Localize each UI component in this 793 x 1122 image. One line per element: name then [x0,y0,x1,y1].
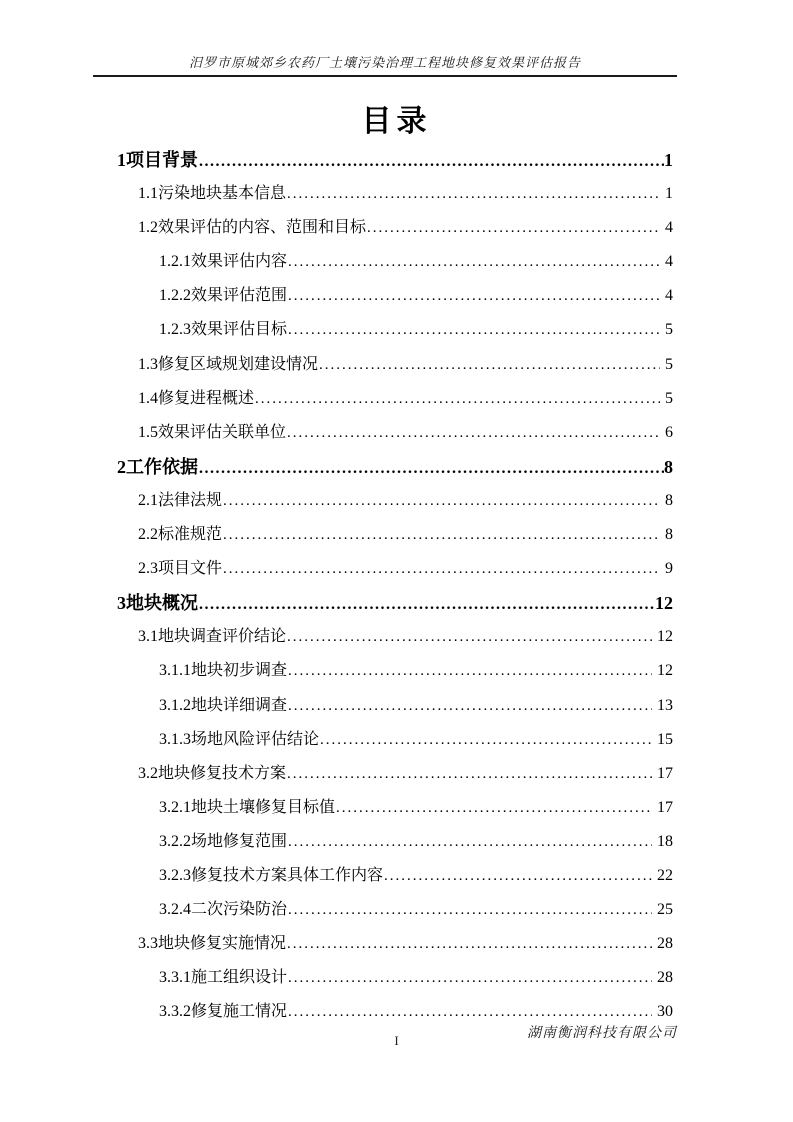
toc-leader-dots [286,416,660,450]
toc-entry-page: 8 [664,456,673,477]
toc-entry[interactable] [117,689,673,723]
toc-entry-page: 30 [657,1003,673,1021]
toc-entry[interactable] [117,791,673,825]
toc-entry-page: 12 [657,628,673,646]
toc-entry-label: 1.2.1效果评估内容 [159,253,288,271]
toc-entry-page: 17 [657,798,673,816]
toc-entry-page: 22 [657,866,673,884]
toc-entry[interactable] [117,723,673,757]
footer-page-number: I [394,1033,399,1048]
toc-leader-dots [319,723,652,757]
toc-entry-page: 4 [665,287,673,305]
toc-entry-page: 9 [665,560,673,578]
toc-leader-dots [287,689,652,723]
toc-entry-label: 1项目背景 [117,150,198,170]
toc-leader-dots [383,859,652,893]
toc-leader-dots [286,177,660,211]
toc-entry-page: 18 [657,832,673,850]
toc-entry[interactable] [117,620,673,654]
toc-entry[interactable] [117,348,673,382]
toc-entry-label: 3.2地块修复技术方案 [138,764,287,782]
toc-entry[interactable] [117,961,673,995]
toc-entry-label: 3.2.1地块土壤修复目标值 [159,798,336,816]
header-rule [93,75,677,77]
toc-entry-label: 1.5效果评估关联单位 [138,423,287,441]
toc-entry-page: 6 [665,423,673,441]
page-header [93,52,677,72]
toc-leader-dots [335,791,652,825]
toc-entry[interactable] [117,484,673,518]
toc-entry-label: 2.3项目文件 [138,560,223,578]
toc-entry[interactable] [117,416,673,450]
toc-leader-dots [287,893,652,927]
toc-entry-page: 12 [655,593,673,614]
toc-entry[interactable] [117,552,673,586]
toc-entry-label: 3.3地块修复实施情况 [138,935,287,953]
toc-entry[interactable] [117,450,673,484]
toc-leader-dots [318,348,660,382]
toc-entry[interactable] [117,382,673,416]
toc-entry-label: 3.3.2修复施工情况 [159,1003,288,1021]
toc-entry-page: 13 [657,696,673,714]
toc-leader-dots [222,484,660,518]
toc-entry[interactable] [117,518,673,552]
toc-entry-label: 2.1法律法规 [138,491,223,509]
toc-entry-page: 17 [657,764,673,782]
toc-leader-dots [366,211,660,245]
toc-entry-page: 28 [657,935,673,953]
toc-list [117,143,673,1029]
toc-leader-dots [287,654,652,688]
toc-entry[interactable] [117,825,673,859]
toc-leader-dots [198,588,655,622]
toc-entry-page: 4 [665,219,673,237]
toc-entry-label: 3.2.4二次污染防治 [159,901,288,919]
toc-leader-dots [286,620,652,654]
toc-entry-label: 3.1.2地块详细调查 [159,696,288,714]
toc-entry[interactable] [117,211,673,245]
toc-entry[interactable] [117,654,673,688]
toc-leader-dots [222,552,660,586]
toc-entry-label: 1.2.3效果评估目标 [159,321,288,339]
toc-entry[interactable] [117,586,673,620]
toc-entry-label: 3.1.3场地风险评估结论 [159,730,320,748]
toc-leader-dots [198,452,664,486]
toc-entry[interactable] [117,927,673,961]
toc-entry[interactable] [117,143,673,177]
toc-entry-label: 3地块概况 [117,593,198,614]
toc-leader-dots [287,245,660,279]
toc-entry-label: 3.3.1施工组织设计 [159,969,288,987]
toc-entry[interactable] [117,177,673,211]
toc-leader-dots [287,961,652,995]
toc-leader-dots [254,382,660,416]
toc-entry-label: 1.2.2效果评估范围 [159,287,288,305]
toc-entry-label: 1.1污染地块基本信息 [138,185,287,203]
toc-entry-page: 25 [657,901,673,919]
toc-entry-page: 8 [665,491,673,509]
toc-leader-dots [198,145,664,179]
toc-leader-dots [287,279,660,313]
toc-leader-dots [286,757,652,791]
toc-entry-label: 3.1.1地块初步调查 [159,662,288,680]
toc-entry-page: 4 [665,253,673,271]
toc-entry-label: 3.2.3修复技术方案具体工作内容 [159,866,384,884]
toc-entry[interactable] [117,313,673,347]
toc-entry[interactable] [117,245,673,279]
toc-entry-page: 1 [664,150,673,170]
toc-entry[interactable] [117,279,673,313]
toc-entry-label: 2.2标准规范 [138,526,223,544]
toc-entry-label: 1.4修复进程概述 [138,389,255,407]
toc-entry-page: 5 [665,321,673,339]
toc-entry-page: 1 [665,185,673,203]
toc-entry[interactable] [117,757,673,791]
toc-entry-page: 12 [657,662,673,680]
toc-entry-page: 15 [657,730,673,748]
toc-entry[interactable] [117,893,673,927]
toc-entry-page: 8 [665,526,673,544]
toc-entry-page: 5 [665,355,673,373]
toc-entry-label: 3.1地块调查评价结论 [138,628,287,646]
toc-entry-page: 28 [657,969,673,987]
toc-title: 目录 [361,105,432,138]
toc-entry-label: 1.3修复区域规划建设情况 [138,355,319,373]
footer-company: 湖南衡润科技有限公司 [527,1026,677,1041]
toc-leader-dots [287,825,652,859]
toc-entry-label: 1.2效果评估的内容、范围和目标 [138,219,367,237]
toc-leader-dots [222,518,660,552]
header-title: 汨罗市原城郊乡农药厂土壤污染治理工程地块修复效果评估报告 [188,55,581,70]
toc-leader-dots [286,927,652,961]
toc-entry[interactable] [117,859,673,893]
toc-entry-label: 2工作依据 [117,456,198,477]
toc-leader-dots [287,313,660,347]
toc-entry-page: 5 [665,389,673,407]
toc-entry-label: 3.2.2场地修复范围 [159,832,288,850]
